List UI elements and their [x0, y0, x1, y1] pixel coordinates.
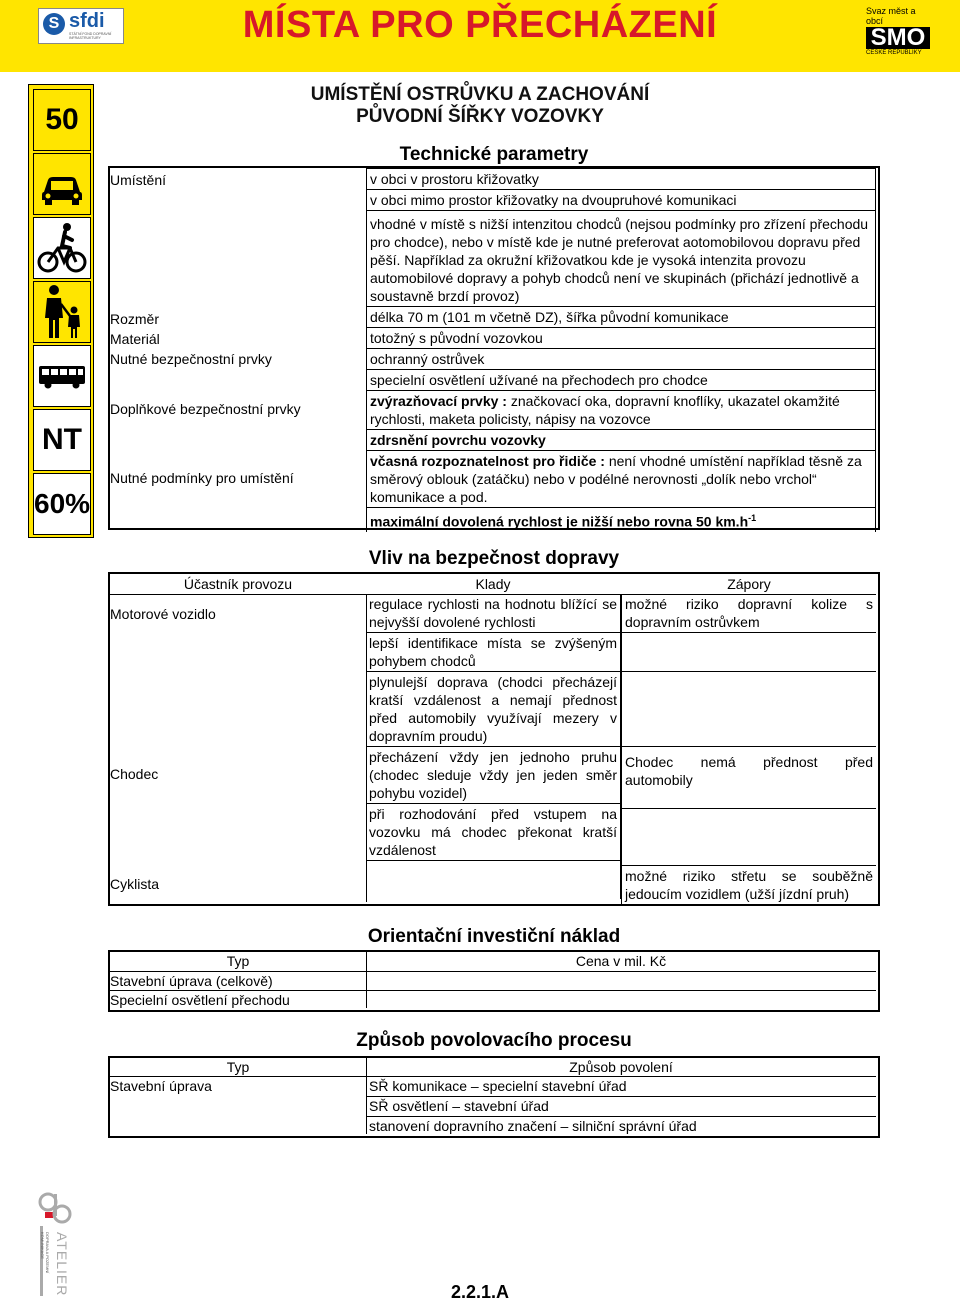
page-title: MÍSTA PRO PŘECHÁZENÍ: [242, 4, 718, 46]
col-pros: Klady: [475, 576, 511, 592]
speed-limit-badge: 50: [33, 89, 91, 151]
pedestrian-icon: [33, 281, 91, 343]
sfdi-logo: [38, 8, 124, 44]
pro-3: plynulejší doprava (chodci přecházejí kratší vzdálenost a nemají přednost před automobily využívají mezery v dopravním proudu): [366, 672, 621, 747]
con-2: Chodec nemá přednost před automobily: [622, 747, 877, 809]
permit-item-1: SŘ komunikace – specielní stavební úřad: [369, 1078, 627, 1094]
subtitle-line-1: UMÍSTĚNÍ OSTRŮVKU A ZACHOVÁNÍ: [310, 84, 650, 105]
podminky-rest: není vhodné umístění například těsně za směrový oblouk (zatáčku) nebo v podélné nerovnosti „dolík nebo vrchol“ komunikace a pod.: [370, 453, 862, 505]
col-cons: Zápory: [727, 576, 771, 592]
con-empty-3: [622, 809, 877, 866]
permit-line-1: [366, 1096, 876, 1097]
cyclist-icon: [33, 217, 91, 279]
con-empty-2: [622, 672, 877, 747]
bus-icon: [33, 345, 91, 407]
smo-logo: [866, 6, 930, 56]
percent-badge: 60%: [33, 473, 91, 535]
pro-2: lepší identifikace místa se zvýšeným pohybem chodců: [366, 633, 621, 672]
con-empty-1: [622, 633, 877, 672]
pro-1: regulace rychlosti na hodnotu blížící se nejvyšší dovolené rychlosti: [366, 594, 621, 633]
doplnkove-bold: zvýrazňovací prvky :: [370, 393, 507, 409]
podminky-bold: včasná rozpoznatelnost pro řidiče :: [370, 453, 605, 469]
permit-row-label: Stavební úprava: [110, 1078, 212, 1094]
podminky-speed-exponent: -1: [748, 513, 757, 523]
label-umisteni: Umístění: [110, 172, 167, 188]
rozmer-value: délka 70 m (101 m včetně DZ), šířka původní komunikace: [367, 307, 876, 328]
permit-header-line: [110, 1076, 876, 1077]
smo-logo-line1: Svaz měst a obcí: [866, 6, 916, 26]
cost-row-2: Specielní osvětlení přechodu: [110, 992, 290, 1008]
atelier-logo: [36, 1192, 76, 1296]
doplnkove-value-2: zdrsnění povrchu vozovky: [367, 430, 876, 451]
nutne-value-2: specielní osvětlení užívané na přechodech pro chodce: [367, 370, 876, 391]
con-3: možné riziko střetu se souběžně jedoucím vozidlem (užší jízdní pruh): [622, 866, 877, 905]
umisteni-value-1: v obci v prostoru křižovatky: [367, 169, 876, 190]
podminky-value-2: [367, 508, 876, 532]
cost-col-type: Typ: [226, 953, 250, 969]
permit-item-3: stanovení dopravního značení – silniční správní úřad: [369, 1118, 697, 1134]
row-pedestrian: Chodec: [110, 766, 159, 782]
label-podminky: Nutné podmínky pro umístění: [110, 470, 294, 486]
pros-table: [366, 594, 621, 899]
permit-section-title: Způsob povolovacího procesu: [356, 1030, 632, 1051]
sfdi-logo-subtext: STÁTNÍ FOND DOPRAVNÍ INFRASTRUKTURY: [69, 32, 112, 40]
sfdi-logo-text: sfdi: [69, 10, 105, 32]
row-cyclist: Cyklista: [110, 876, 160, 892]
sidebar: [28, 84, 94, 538]
umisteni-value-2: v obci mimo prostor křižovatky na dvoupruhové komunikaci: [367, 190, 876, 211]
umisteni-value-3: vhodné v místě s nižší intenzitou chodců (nejsou podmínky pro zřízení přechodu pro chodce), nebo v místě kde je nutné preferovat aotomobilovou dopravu před pěší. Například za okružní křižovatkou kde je vysoká intenzita provozu automobilové dopravy a pohyb chodců není ve skupinách (přichází jednotlivě a soustavně brzdí provoz): [367, 211, 876, 307]
cost-row-1: Stavební úprava (celkově): [110, 973, 273, 989]
material-value: totožný s původní vozovkou: [367, 328, 876, 349]
pro-empty: [366, 861, 621, 900]
permit-item-2: SŘ osvětlení – stavební úřad: [369, 1098, 549, 1114]
smo-logo-line3: ČESKÉ REPUBLIKY: [866, 50, 922, 56]
nt-badge: NT: [33, 409, 91, 471]
cost-line-1: [110, 971, 876, 972]
nutne-value-1: ochranný ostrůvek: [367, 349, 876, 370]
podminky-speed: maximální dovolená rychlost je nižší nebo rovna 50 km.h: [370, 513, 749, 530]
safety-section-title: Vliv na bezpečnost dopravy: [368, 548, 620, 569]
cost-section-title: Orientační investiční náklad: [367, 926, 621, 947]
con-1: možné riziko dopravní kolize s dopravním ostrůvkem: [622, 594, 877, 633]
page-number: 2.2.1.A: [450, 1282, 510, 1302]
smo-logo-mark: SMO: [866, 27, 930, 49]
car-icon: [33, 153, 91, 215]
label-doplnkove: Doplňkové bezpečnostní prvky: [110, 401, 301, 417]
permit-line-2: [366, 1116, 876, 1117]
doplnkove-value-1: [367, 391, 876, 430]
cost-col-price: Cena v mil. Kč: [575, 953, 667, 969]
doplnkove-rest: značkovací oka, dopravní knoflíky, ukazatel okamžité rychlosti, maketa policisty, nápisy na vozovce: [370, 393, 840, 427]
atelier-text: ATELIER: [54, 1232, 70, 1297]
tech-section-title: Technické parametry: [399, 144, 589, 165]
podminky-value-1: [367, 451, 876, 508]
label-rozmer: Rozměr: [110, 311, 160, 327]
subtitle-line-2: PŮVODNÍ ŠÍŘKY VOZOVKY: [356, 106, 604, 127]
cost-line-2: [110, 990, 876, 991]
atelier-subtext: DOPRAVA A POZEMNÍ KOMUNIKACE: [40, 1232, 50, 1274]
row-vehicle: Motorové vozidlo: [110, 606, 216, 622]
label-nutne: Nutné bezpečnostní prvky: [110, 351, 272, 367]
col-participant: Účastník provozu: [183, 576, 293, 592]
cons-table: [621, 594, 876, 904]
permit-col-type: Typ: [226, 1059, 250, 1075]
permit-col-permit: Způsob povolení: [569, 1059, 673, 1075]
label-material: Materiál: [110, 331, 160, 347]
pro-5: při rozhodování před vstupem na vozovku má chodec překonat kratší vzdálenost: [366, 804, 621, 861]
sfdi-logo-mark: S: [43, 13, 65, 35]
tech-values-table: [366, 168, 876, 532]
pro-4: přecházení vždy jen jednoho pruhu (chodec sleduje vždy jen jeden směr pohybu vozidel): [366, 747, 621, 804]
